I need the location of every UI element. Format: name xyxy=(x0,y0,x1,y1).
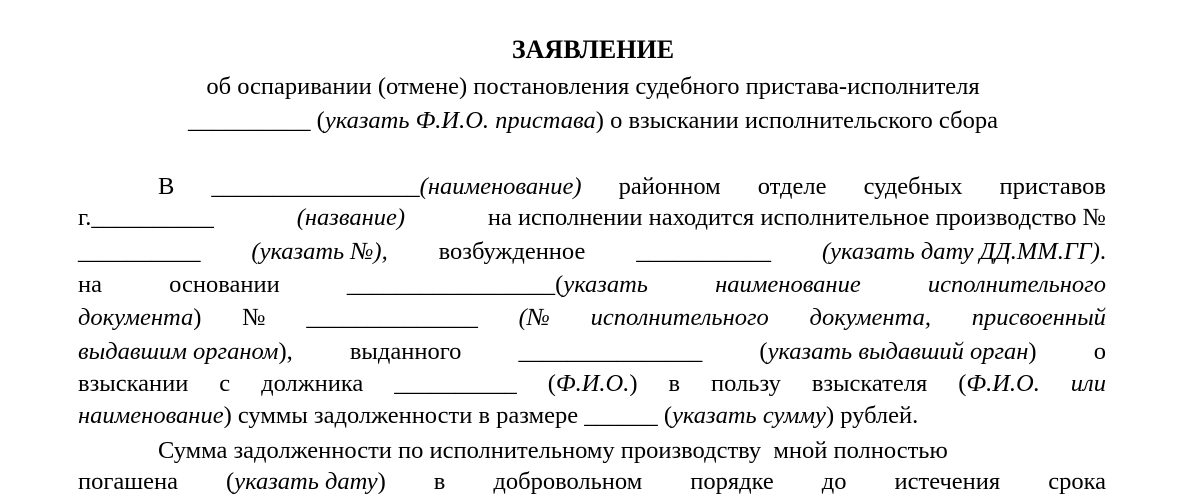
line-text: ) суммы задолженности в размере xyxy=(223,402,579,429)
word: в xyxy=(433,468,446,495)
paren-close: ) xyxy=(629,370,638,397)
paren-open: ( xyxy=(547,370,556,397)
paragraph-1-line-7 xyxy=(78,368,1106,400)
blank-date: ___________ xyxy=(636,238,772,265)
hint-word: наименование xyxy=(78,402,224,429)
document-subtitle-line-1: об оспаривании (отмене) постановления судебного пристава-исполнителя xyxy=(206,73,980,100)
paragraph-2-line-2 xyxy=(78,466,1106,498)
hint-department-name: (наименование) xyxy=(419,173,582,200)
hint-date: (указать дату ДД.ММ.ГГ) xyxy=(821,238,1100,265)
paren-close: ) xyxy=(193,304,202,331)
paren-open: ( xyxy=(316,107,325,134)
word: судебных xyxy=(863,173,963,200)
paragraph-1-line-5 xyxy=(78,302,1106,334)
hint-word: исполнительного xyxy=(590,304,769,331)
paren-close: ), xyxy=(278,338,293,365)
word: взыскании xyxy=(78,370,189,397)
blank-document-name: _________________ xyxy=(346,271,556,298)
word: истечения xyxy=(894,468,1001,495)
paragraph-1-line-2 xyxy=(78,202,1106,234)
hint-word: исполнительного xyxy=(927,271,1106,298)
paren-open: ( xyxy=(226,468,235,495)
hint-word: или xyxy=(1070,370,1106,397)
hint-word: присвоенный xyxy=(971,304,1106,331)
word: добровольном xyxy=(493,468,643,495)
word: на xyxy=(78,271,102,298)
hint-word: документа, xyxy=(809,304,931,331)
blank-document-number: ______________ xyxy=(306,304,478,331)
word: основании xyxy=(169,271,280,298)
hint-amount: указать сумму xyxy=(672,402,826,429)
document-title: ЗАЯВЛЕНИЕ xyxy=(511,35,675,64)
hint-word: наименование xyxy=(715,271,861,298)
word: в xyxy=(668,370,681,397)
word: возбужденное xyxy=(438,238,586,265)
document-subtitle-line-2 xyxy=(0,105,1186,137)
word: погашена xyxy=(78,468,179,495)
paragraph-2-line-1 xyxy=(158,435,1106,467)
blank-debtor: __________ xyxy=(394,370,517,397)
word: выданного xyxy=(349,338,462,365)
word: до xyxy=(821,468,847,495)
word: взыскателя xyxy=(811,370,928,397)
blank-city: г.__________ xyxy=(78,204,214,231)
paragraph-1-line-4 xyxy=(78,269,1106,301)
hint-word: документа xyxy=(78,304,194,331)
paren-open: ( xyxy=(759,338,768,365)
line-text: ) рублей. xyxy=(825,402,919,429)
word: с xyxy=(219,370,231,397)
word: В xyxy=(158,173,175,200)
word: порядке xyxy=(690,468,774,495)
hint-debtor-name: Ф.И.О. xyxy=(555,370,630,397)
paragraph-1-line-6 xyxy=(78,336,1106,368)
line-text: Сумма задолженности по исполнительному производству мной полностью xyxy=(158,437,948,464)
subtitle-rest: ) о взыскании исполнительского сбора xyxy=(595,107,998,134)
punct: . xyxy=(1099,238,1106,265)
number-sign: № xyxy=(242,304,266,331)
word: приставов xyxy=(999,173,1106,200)
paren-open: ( xyxy=(958,370,967,397)
hint-bailiff-name: указать Ф.И.О. пристава xyxy=(324,107,596,134)
line-text: на исполнении находится исполнительное производство № xyxy=(487,204,1106,231)
word: районном xyxy=(618,173,721,200)
hint-payment-date: указать дату xyxy=(234,468,378,495)
word: о xyxy=(1093,338,1106,365)
word: срока xyxy=(1048,468,1106,495)
paragraph-1-line-8 xyxy=(78,400,1106,432)
paragraph-1-line-1 xyxy=(158,171,1106,203)
word: пользу xyxy=(711,370,781,397)
hint-issuer: указать выдавший орган xyxy=(767,338,1029,365)
hint-city-name: (название) xyxy=(296,204,406,231)
blank-bailiff-name: __________ xyxy=(188,107,311,134)
blank-case-number: __________ xyxy=(78,238,201,265)
hint-word: (№ xyxy=(518,304,550,331)
paren-open: ( xyxy=(663,402,673,429)
word: должника xyxy=(261,370,364,397)
blank-issuer: _______________ xyxy=(518,338,703,365)
hint-case-number: (указать №), xyxy=(251,238,388,265)
hint-issuing-authority: выдавшим органом xyxy=(78,338,279,365)
blank-amount: ______ xyxy=(584,402,658,429)
blank-department: _________________ xyxy=(211,173,420,200)
hint-word: Ф.И.О. xyxy=(966,370,1040,397)
hint-word: указать xyxy=(563,271,648,298)
word: отделе xyxy=(757,173,827,200)
paren-close: ) xyxy=(1028,338,1037,365)
paren-open: ( xyxy=(555,271,564,298)
paragraph-1-line-3 xyxy=(78,236,1106,268)
paren-close: ) xyxy=(377,468,386,495)
